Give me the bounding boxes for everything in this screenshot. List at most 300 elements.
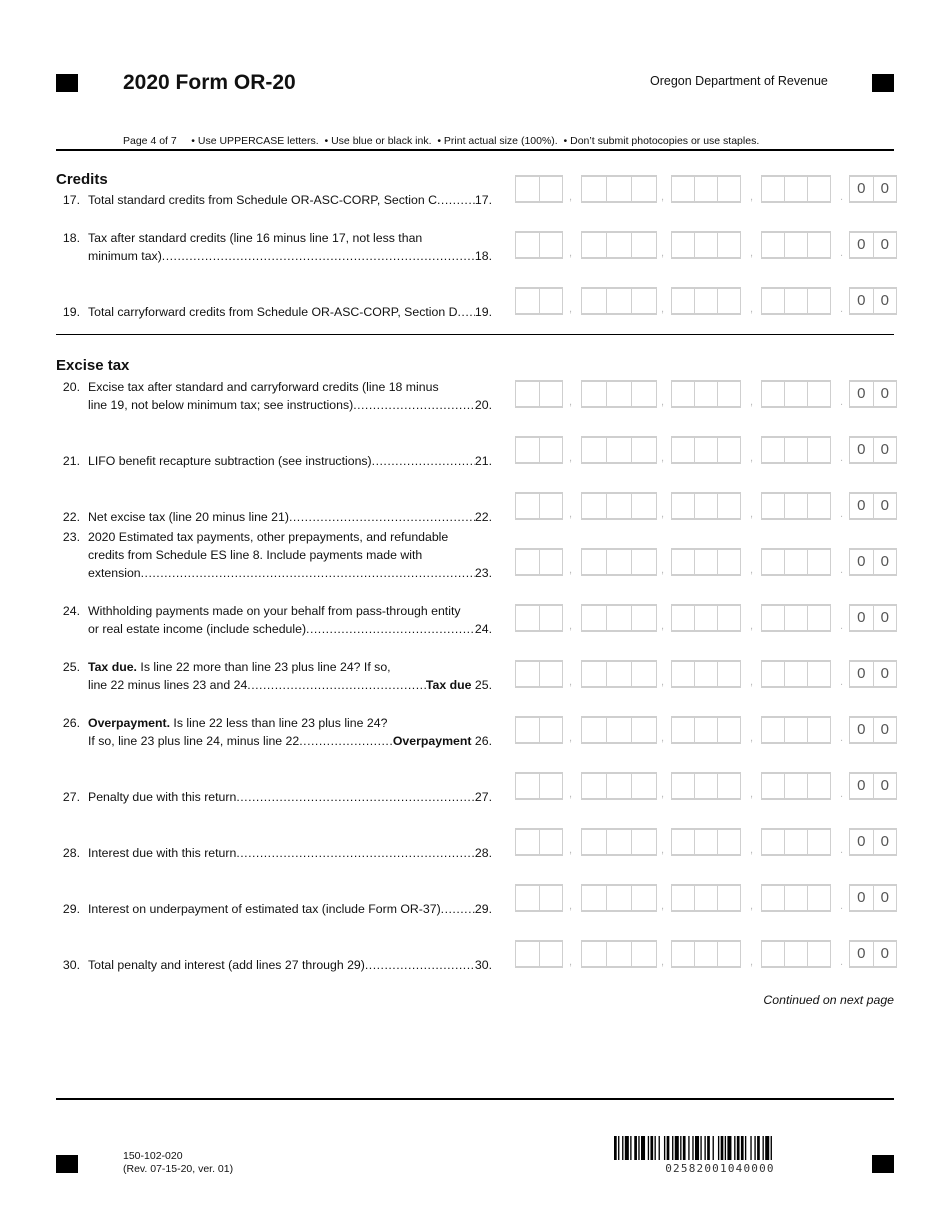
digit-box[interactable] — [695, 177, 718, 201]
digit-group-2[interactable] — [581, 604, 657, 632]
line-description — [88, 378, 492, 414]
digit-group-4[interactable] — [761, 175, 831, 203]
digit-box[interactable] — [516, 177, 540, 201]
digit-group-2[interactable] — [581, 772, 657, 800]
digit-box[interactable] — [718, 886, 740, 910]
thousands-separator: , — [750, 396, 754, 408]
description-text-part: Net excise tax (line 20 minus line 21) — [88, 510, 289, 524]
cents-digit: 0 — [850, 382, 874, 406]
thousands-separator: , — [661, 452, 665, 464]
digit-group-4[interactable] — [761, 231, 831, 259]
digit-box[interactable] — [695, 942, 718, 966]
digit-box[interactable] — [672, 830, 695, 854]
digit-box[interactable] — [540, 382, 563, 406]
line-reference — [475, 620, 492, 638]
digit-box[interactable] — [607, 606, 632, 630]
registration-mark-bottom-right — [872, 1155, 894, 1173]
digit-box[interactable] — [540, 233, 563, 257]
form-line-21 — [56, 452, 492, 470]
digit-group-1[interactable] — [515, 492, 563, 520]
thousands-separator: , — [750, 732, 754, 744]
digit-group-1[interactable] — [515, 231, 563, 259]
decimal-separator: . — [840, 303, 844, 315]
digit-box[interactable] — [540, 718, 563, 742]
digit-box[interactable] — [672, 662, 695, 686]
digit-group-4[interactable] — [761, 380, 831, 408]
thousands-separator: , — [569, 732, 573, 744]
digit-group-2[interactable] — [581, 828, 657, 856]
digit-group-3[interactable] — [671, 940, 741, 968]
digit-box[interactable] — [632, 177, 656, 201]
digit-group-1[interactable] — [515, 716, 563, 744]
description-last-row — [88, 620, 492, 638]
description-text — [88, 900, 441, 918]
digit-group-2[interactable] — [581, 492, 657, 520]
digit-box[interactable] — [718, 830, 740, 854]
digit-box[interactable] — [607, 550, 632, 574]
digit-group-4[interactable] — [761, 660, 831, 688]
digit-group-4[interactable] — [761, 940, 831, 968]
digit-box[interactable] — [582, 382, 607, 406]
digit-group-3[interactable] — [671, 548, 741, 576]
decimal-separator: . — [840, 732, 844, 744]
cents-digit: 0 — [880, 777, 889, 794]
digit-box[interactable] — [718, 233, 740, 257]
line-reference — [475, 956, 492, 974]
digit-box[interactable] — [718, 942, 740, 966]
digit-box[interactable] — [808, 718, 830, 742]
digit-group-2[interactable] — [581, 716, 657, 744]
line-reference-number: 23. — [474, 566, 492, 580]
digit-box[interactable] — [762, 289, 785, 313]
digit-box[interactable] — [762, 942, 785, 966]
digit-box[interactable] — [516, 886, 540, 910]
digit-group-4[interactable] — [761, 492, 831, 520]
digit-box[interactable] — [540, 494, 563, 518]
barcode-bar — [630, 1136, 631, 1160]
decimal-separator: . — [840, 508, 844, 520]
digit-box[interactable] — [540, 606, 563, 630]
digit-group-1[interactable] — [515, 772, 563, 800]
digit-group-2[interactable] — [581, 175, 657, 203]
digit-group-4[interactable] — [761, 772, 831, 800]
digit-box[interactable] — [516, 438, 540, 462]
digit-group-4[interactable] — [761, 548, 831, 576]
digit-box[interactable] — [672, 886, 695, 910]
digit-box[interactable] — [516, 550, 540, 574]
digit-box[interactable] — [695, 289, 718, 313]
digit-box[interactable] — [718, 606, 740, 630]
digit-box[interactable] — [632, 718, 656, 742]
digit-box[interactable] — [785, 942, 808, 966]
digit-box[interactable] — [762, 438, 785, 462]
form-line-29 — [56, 900, 492, 918]
amount-input-line-23[interactable] — [515, 548, 897, 578]
digit-box[interactable] — [632, 942, 656, 966]
digit-box[interactable] — [607, 886, 632, 910]
digit-box[interactable] — [808, 830, 830, 854]
digit-group-1[interactable] — [515, 436, 563, 464]
digit-box[interactable] — [808, 886, 830, 910]
digit-group-3[interactable] — [671, 604, 741, 632]
digit-box[interactable] — [607, 289, 632, 313]
digit-box[interactable] — [695, 718, 718, 742]
digit-group-4[interactable] — [761, 436, 831, 464]
digit-box[interactable] — [516, 830, 540, 854]
amount-input-line-24[interactable] — [515, 604, 897, 634]
digit-box[interactable] — [762, 830, 785, 854]
digit-box[interactable] — [762, 494, 785, 518]
digit-box[interactable] — [607, 177, 632, 201]
amount-input-line-21[interactable] — [515, 436, 897, 466]
barcode-bar — [688, 1136, 689, 1160]
digit-box[interactable] — [808, 289, 830, 313]
line-number: 22. — [62, 510, 80, 524]
digit-box[interactable] — [582, 662, 607, 686]
digit-box[interactable] — [632, 289, 656, 313]
digit-box[interactable] — [762, 233, 785, 257]
digit-group-1[interactable] — [515, 287, 563, 315]
digit-box[interactable] — [607, 382, 632, 406]
description-text — [88, 676, 247, 694]
digit-box[interactable] — [607, 494, 632, 518]
digit-box[interactable] — [632, 494, 656, 518]
digit-box[interactable] — [582, 830, 607, 854]
digit-group-3[interactable] — [671, 660, 741, 688]
digit-group-3[interactable] — [671, 772, 741, 800]
digit-group-4[interactable] — [761, 287, 831, 315]
cents-digit: 0 — [880, 441, 889, 458]
digit-box[interactable] — [540, 438, 563, 462]
digit-group-3[interactable] — [671, 884, 741, 912]
barcode-bar — [622, 1136, 623, 1160]
digit-box[interactable] — [582, 942, 607, 966]
digit-box[interactable] — [808, 774, 830, 798]
digit-box[interactable] — [718, 550, 740, 574]
digit-group-1[interactable] — [515, 828, 563, 856]
digit-box[interactable] — [582, 718, 607, 742]
line-reference — [475, 247, 492, 265]
digit-box[interactable] — [785, 289, 808, 313]
digit-box[interactable] — [607, 438, 632, 462]
form-line-26 — [56, 714, 492, 750]
digit-box[interactable] — [785, 830, 808, 854]
barcode-bar — [704, 1136, 705, 1160]
digit-box[interactable] — [607, 718, 632, 742]
digit-box[interactable] — [540, 774, 563, 798]
digit-group-4[interactable] — [761, 604, 831, 632]
digit-box[interactable] — [762, 774, 785, 798]
digit-box[interactable] — [540, 177, 563, 201]
digit-box[interactable] — [582, 177, 607, 201]
amount-input-line-28[interactable] — [515, 828, 897, 858]
description-text-part: Total standard credits from Schedule OR-ASC-CORP, Section C — [88, 193, 438, 207]
amount-input-line-19[interactable] — [515, 287, 897, 317]
digit-box[interactable] — [762, 886, 785, 910]
digit-group-2[interactable] — [581, 436, 657, 464]
digit-box[interactable] — [808, 233, 830, 257]
digit-box[interactable] — [695, 438, 718, 462]
digit-box[interactable] — [672, 550, 695, 574]
digit-group-1[interactable] — [515, 660, 563, 688]
digit-box[interactable] — [672, 942, 695, 966]
digit-box[interactable] — [695, 830, 718, 854]
line-number: 28. — [62, 846, 80, 860]
amount-input-line-29[interactable] — [515, 884, 897, 914]
digit-group-3[interactable] — [671, 828, 741, 856]
digit-group-2[interactable] — [581, 231, 657, 259]
digit-box[interactable] — [695, 233, 718, 257]
digit-box[interactable] — [632, 606, 656, 630]
digit-box[interactable] — [718, 438, 740, 462]
digit-group-3[interactable] — [671, 492, 741, 520]
amount-input-line-26[interactable] — [515, 716, 897, 746]
digit-box[interactable] — [540, 886, 563, 910]
digit-box[interactable] — [632, 886, 656, 910]
digit-box[interactable] — [582, 289, 607, 313]
amount-input-line-20[interactable] — [515, 380, 897, 410]
description-text — [88, 620, 306, 638]
digit-box[interactable] — [672, 606, 695, 630]
digit-box[interactable] — [540, 942, 563, 966]
decimal-separator: . — [840, 564, 844, 576]
digit-box[interactable] — [632, 662, 656, 686]
cents-boxes — [849, 492, 897, 520]
digit-box[interactable] — [632, 233, 656, 257]
digit-box[interactable] — [718, 718, 740, 742]
digit-group-3[interactable] — [671, 175, 741, 203]
digit-box[interactable] — [762, 718, 785, 742]
amount-input-line-30[interactable] — [515, 940, 897, 970]
digit-box[interactable] — [785, 177, 808, 201]
amount-input-line-17[interactable] — [515, 175, 897, 205]
digit-box[interactable] — [695, 606, 718, 630]
digit-box[interactable] — [516, 774, 540, 798]
digit-box[interactable] — [607, 774, 632, 798]
digit-box[interactable] — [785, 774, 808, 798]
section-title-credits: Credits — [56, 171, 108, 188]
digit-box[interactable] — [672, 177, 695, 201]
line-reference-number: 27. — [474, 790, 492, 804]
cents-digit: 0 — [850, 774, 874, 798]
description-text — [88, 564, 141, 582]
description-text — [88, 732, 299, 750]
digit-box[interactable] — [632, 830, 656, 854]
digit-box[interactable] — [582, 886, 607, 910]
digit-group-2[interactable] — [581, 884, 657, 912]
digit-group-1[interactable] — [515, 604, 563, 632]
digit-box[interactable] — [607, 942, 632, 966]
digit-box[interactable] — [632, 774, 656, 798]
digit-box[interactable] — [808, 177, 830, 201]
digit-group-2[interactable] — [581, 287, 657, 315]
digit-box[interactable] — [516, 233, 540, 257]
digit-group-1[interactable] — [515, 548, 563, 576]
digit-box[interactable] — [607, 233, 632, 257]
digit-box[interactable] — [582, 550, 607, 574]
line-description — [88, 714, 492, 750]
digit-box[interactable] — [607, 662, 632, 686]
digit-box[interactable] — [582, 494, 607, 518]
decimal-separator: . — [840, 191, 844, 203]
digit-group-2[interactable] — [581, 380, 657, 408]
description-text — [88, 956, 365, 974]
digit-box[interactable] — [672, 494, 695, 518]
digit-group-1[interactable] — [515, 940, 563, 968]
digit-box[interactable] — [695, 886, 718, 910]
digit-box[interactable] — [695, 382, 718, 406]
digit-box[interactable] — [695, 494, 718, 518]
digit-box[interactable] — [718, 177, 740, 201]
digit-box[interactable] — [785, 718, 808, 742]
digit-box[interactable] — [516, 942, 540, 966]
amount-input-line-27[interactable] — [515, 772, 897, 802]
digit-box[interactable] — [785, 494, 808, 518]
digit-box[interactable] — [582, 606, 607, 630]
line-reference — [475, 191, 492, 209]
digit-box[interactable] — [785, 662, 808, 686]
digit-box[interactable] — [632, 550, 656, 574]
description-text-part: Interest on underpayment of estimated tax (include Form OR-37) — [88, 902, 441, 916]
digit-box[interactable] — [582, 438, 607, 462]
barcode-bar — [718, 1136, 719, 1160]
digit-box[interactable] — [672, 718, 695, 742]
digit-box[interactable] — [785, 550, 808, 574]
digit-box[interactable] — [516, 494, 540, 518]
form-line-28 — [56, 844, 492, 862]
barcode-bar — [614, 1136, 617, 1160]
digit-group-3[interactable] — [671, 436, 741, 464]
line-reference-number: 21. — [474, 454, 492, 468]
digit-box[interactable] — [516, 606, 540, 630]
digit-box[interactable] — [516, 718, 540, 742]
digit-group-3[interactable] — [671, 380, 741, 408]
digit-box[interactable] — [762, 662, 785, 686]
digit-box[interactable] — [516, 662, 540, 686]
digit-box[interactable] — [718, 382, 740, 406]
digit-group-4[interactable] — [761, 828, 831, 856]
line-description — [88, 452, 492, 470]
barcode-bar — [683, 1136, 686, 1160]
digit-box[interactable] — [808, 662, 830, 686]
digit-box[interactable] — [672, 289, 695, 313]
digit-box[interactable] — [785, 438, 808, 462]
digit-box[interactable] — [632, 438, 656, 462]
form-line-24 — [56, 602, 492, 638]
digit-box[interactable] — [718, 289, 740, 313]
digit-group-3[interactable] — [671, 287, 741, 315]
digit-group-4[interactable] — [761, 884, 831, 912]
digit-group-2[interactable] — [581, 660, 657, 688]
barcode-bar — [667, 1136, 670, 1160]
digit-box[interactable] — [672, 438, 695, 462]
digit-group-2[interactable] — [581, 548, 657, 576]
digit-group-3[interactable] — [671, 716, 741, 744]
barcode-bar — [692, 1136, 693, 1160]
line-number: 20. — [62, 380, 80, 394]
form-line-19 — [56, 303, 492, 321]
digit-box[interactable] — [516, 289, 540, 313]
description-emphasis: Overpayment. — [88, 716, 171, 730]
digit-group-2[interactable] — [581, 940, 657, 968]
digit-box[interactable] — [672, 774, 695, 798]
digit-box[interactable] — [540, 662, 563, 686]
amount-input-line-22[interactable] — [515, 492, 897, 522]
digit-box[interactable] — [762, 550, 785, 574]
digit-box[interactable] — [695, 662, 718, 686]
digit-box[interactable] — [695, 550, 718, 574]
digit-box[interactable] — [540, 550, 563, 574]
line-reference-number: 17. — [474, 193, 492, 207]
cents-digit: 0 — [880, 609, 889, 626]
digit-box[interactable] — [808, 942, 830, 966]
digit-group-1[interactable] — [515, 884, 563, 912]
digit-box[interactable] — [540, 289, 563, 313]
digit-box[interactable] — [785, 382, 808, 406]
digit-box[interactable] — [632, 382, 656, 406]
decimal-separator: . — [840, 452, 844, 464]
form-line-20 — [56, 378, 492, 414]
description-text: 2020 Estimated tax payments, other prepayments, and refundable — [88, 530, 449, 544]
digit-box[interactable] — [762, 606, 785, 630]
description-text-part: Total penalty and interest (add lines 27 through 29) — [88, 958, 365, 972]
decimal-separator: . — [840, 900, 844, 912]
digit-box[interactable] — [762, 177, 785, 201]
thousands-separator: , — [750, 900, 754, 912]
thousands-separator: , — [569, 620, 573, 632]
description-text-part: Interest due with this return — [88, 846, 237, 860]
digit-box[interactable] — [718, 774, 740, 798]
digit-box[interactable] — [672, 382, 695, 406]
digit-group-4[interactable] — [761, 716, 831, 744]
digit-box[interactable] — [718, 494, 740, 518]
digit-box[interactable] — [785, 233, 808, 257]
digit-box[interactable] — [516, 382, 540, 406]
digit-group-1[interactable] — [515, 380, 563, 408]
digit-box[interactable] — [762, 382, 785, 406]
digit-box[interactable] — [808, 382, 830, 406]
digit-box[interactable] — [695, 774, 718, 798]
digit-box[interactable] — [607, 830, 632, 854]
form-line-25 — [56, 658, 492, 694]
barcode-bar — [655, 1136, 656, 1160]
thousands-separator: , — [661, 788, 665, 800]
digit-box[interactable] — [808, 438, 830, 462]
line-reference-number: 29. — [474, 902, 492, 916]
amount-input-line-25[interactable] — [515, 660, 897, 690]
digit-box[interactable] — [540, 830, 563, 854]
line-description — [88, 788, 492, 806]
digit-group-3[interactable] — [671, 231, 741, 259]
digit-box[interactable] — [582, 774, 607, 798]
digit-box[interactable] — [808, 550, 830, 574]
description-text — [88, 714, 492, 732]
digit-box[interactable] — [582, 233, 607, 257]
barcode-bar — [754, 1136, 755, 1160]
digit-box[interactable] — [785, 886, 808, 910]
form-number-block — [123, 1150, 233, 1176]
digit-box[interactable] — [785, 606, 808, 630]
decimal-separator: . — [840, 396, 844, 408]
digit-box[interactable] — [672, 233, 695, 257]
digit-box[interactable] — [808, 494, 830, 518]
amount-input-line-18[interactable] — [515, 231, 897, 261]
digit-group-1[interactable] — [515, 175, 563, 203]
digit-box[interactable] — [808, 606, 830, 630]
cents-digit: 0 — [880, 236, 889, 253]
digit-box[interactable] — [718, 662, 740, 686]
description-text-part: If so, line 23 plus line 24, minus line 22 — [88, 734, 300, 748]
